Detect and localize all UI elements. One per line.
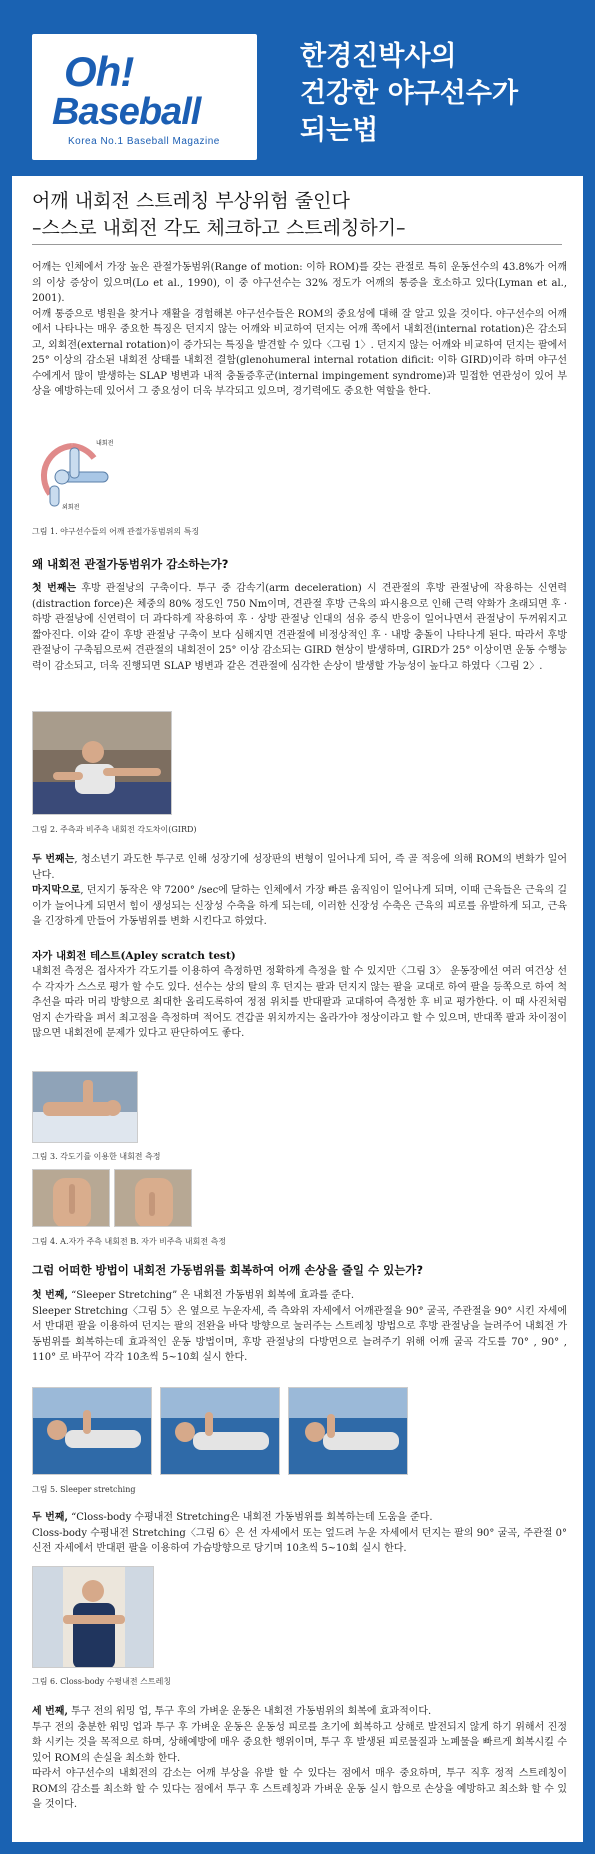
figure-1-shoulder-diagram [32, 436, 120, 512]
section-heading-recovery: 그럼 어떠한 방법이 내회전 가동범위를 회복하여 어깨 손상을 줄일 수 있는가? [32, 1263, 424, 1277]
magazine-logo [32, 34, 257, 160]
figure-3-caption: 그림 3. 각도기를 이용한 내회전 측정 [32, 1152, 161, 1161]
self-test-dominant-illustration [33, 1170, 110, 1227]
method-1-text [32, 1288, 567, 1366]
column-title [300, 38, 570, 149]
figure-4a-photo [32, 1169, 110, 1227]
section1-text [32, 581, 567, 674]
article-subtitle: –스스로 내회전 각도 체크하고 스트레칭하기– [32, 217, 406, 239]
sleeper-stretch-110-illustration [289, 1388, 408, 1475]
logo-baseball: Baseball [52, 91, 201, 133]
figure-4b-photo [114, 1169, 192, 1227]
label-external-rotation: 외회전 [62, 504, 80, 511]
method-3-lead: 세 번째, [32, 1706, 68, 1717]
method-1-intro [32, 1288, 567, 1304]
column-title-line: 되는법 [300, 115, 379, 146]
label-internal-rotation: 내회전 [96, 440, 114, 447]
sleeper-stretch-70-illustration [33, 1388, 152, 1475]
article-title: 어깨 내회전 스트레칭 부상위험 줄인다 [32, 190, 350, 212]
section3-body: , 던지기 동작은 약 7200° /sec에 달하는 인체에서 가장 빠른 움직임이 일어나게 되며, 이때 근육들은 근육의 길이가 늘어나게 되면서 힘이 생성되는 신장성 수축을 하게 되는데, 이러한 신장성 수축은 근육의 피로를 유발하게 되고, 근육을 긴장하게 만들어 가동범위를 변화 시킨다고 하였다. [32, 885, 567, 927]
column-title-line: 한경진박사의 [300, 41, 457, 72]
method-3-intro [32, 1704, 567, 1720]
section1-body: 후방 관절낭의 구축이다. 투구 중 감속기(arm deceleration) 시 견관절의 후방 관절낭에 작용하는 신연력(distraction force)은 체중의 80% 정도인 750 Nm이며, 견관절 후방 근육의 파시용으로 인해 근력 약화가 초래되면 후 · 하방 관절낭에 신연력이 더 과다하게 작용하여 후 · 상방 관절낭 인대의 섬유 증식 반응이 일어나면서 관절낭이 두꺼워지고 짧아진다. 이와 같이 후방 관절낭 구축이 보다 심해지면 견관절에 비정상적인 후 · 내방 충돌이 나타나게 된다. 따라서 후방 관절낭이 구축됨으로써 견관절의 내회전이 25° 이상 감소되는 GIRD 현상이 발생하며, GIRD가 25° 이상이면 운동 수행능력이 감소되고, 더욱 진행되면 SLAP 병변과 같은 견관절에 심각한 손상이 발생할 가능성이 높다고 하였다〈그림 2〉. [32, 583, 568, 672]
article-body [12, 176, 583, 1842]
apley-heading: 자가 내회전 테스트(Apley scratch test) [32, 950, 236, 962]
apley-text: 내회전 측정은 접사자가 각도기를 이용하여 측정하면 정확하게 측정을 할 수 있지만〈그림 3〉 운동장에선 여러 여건상 선수 각자가 스스로 평가 할 수도 있다. 선수는 상의 탈의 후 던지는 팔과 던지지 않는 팔을 교대로 하여 팔을 등쪽으로 하여 척추선을 따라 머리 방향으로 최대한 올리도록하여 정점 위치를 반대팔과 교대하여 측정한 후 비교 평가한다. 이 때 사진처럼 엄지 손가락을 펴서 최고점을 측정하며 적어도 견갑골 위치까지는 올라가야 정상이라고 할 수 있으며, 반대쪽 팔과 차이점이 많으면 내회전에 문제가 있다고 판단하여도 좋다. [32, 966, 567, 1039]
figure-5-caption: 그림 5. Sleeper stretching [32, 1485, 136, 1494]
figure-1-caption: 그림 1. 야구선수들의 어깨 관절가동범위의 특징 [32, 527, 200, 536]
shoulder-rotation-diagram [32, 436, 120, 512]
intro-paragraph: 어깨는 인체에서 가장 높은 관절가동범위(Range of motion: 이하 ROM)를 갖는 관절로 특히 운동선수의 43.8%가 어깨의 이상 증상이 있으며(Lo et al., 1990), 이 중 야구선수는 32% 정도가 어깨의 통증을 호소하고 있다(Lyman et al., 2001). [32, 262, 567, 304]
section2-body: , 청소년기 과도한 투구로 인해 성장기에 성장판의 변형이 일어나게 되어, 즉 골 적응에 의해 ROM의 변화가 일어난다. [32, 854, 567, 881]
figure-4-caption: 그림 4. A.자가 주측 내회전 B. 자가 비주측 내회전 측정 [32, 1237, 227, 1246]
section2-lead: 두 번째는 [32, 854, 75, 865]
sleeper-stretch-90-illustration [161, 1388, 280, 1475]
method-1-summary: “Sleeper Stretching” 은 내회전 가동범위 회복에 효과를 준다. [67, 1290, 354, 1301]
figure-2-photo [32, 711, 172, 815]
method-2-intro [32, 1510, 567, 1526]
intro-paragraph: 어깨 통증으로 병원을 찾거나 재활을 경험해본 야구선수들은 ROM의 중요성에 대해 잘 알고 있을 것이다. 야구선수의 어깨에서 나타나는 매우 중요한 특징은 던지지 않는 어깨와 비교하여 던지는 어깨 쪽에서 내회전(internal rotation)은 감소되고, 외회전(external rotation)이 증가되는 특징을 발견할 수 있다〈그림 1〉. 던지지 않는 어깨와 비교하여 던지는 팔에서 25° 이상의 감소된 내회전 상태를 내회전 결함(glenohumeral internal rotation dificit: 이하 GIRD)이라 하며 야구선수에게서 많이 발생하는 SLAP 병변과 내적 충돌증후군(internal impingement syndrome)과 밀접한 연관성이 있어 부상을 예방하는데 있어서 그 중요성이 더욱 부각되고 있으며, 경기력에도 중요한 역할을 한다. [32, 308, 567, 397]
title-divider [32, 244, 562, 245]
method-3-detail: 투구 전의 충분한 워밍 업과 투구 후 가벼운 운동은 운동성 피로를 초기에 회복하고 상해로 발전되지 않게 하기 위해서 진정화 시키는 것을 목적으로 하며, 상해예방에 매우 중요한 행위이며, 투구 후 발생된 피로물질과 노폐물을 빠르게 회복시킬 수 있어 ROM의 손실을 최소화 한다. [32, 1721, 567, 1764]
method-1-lead: 첫 번째, [32, 1290, 68, 1301]
article-title-block [32, 188, 562, 242]
logo-tagline: Korea No.1 Baseball Magazine [68, 136, 220, 147]
intro-text [32, 260, 567, 400]
method-3-summary: 투구 전의 워밍 업, 투구 후의 가벼운 운동은 내회전 가동범위의 회복에 효과적이다. [67, 1706, 432, 1717]
figure-6-caption: 그림 6. Closs-body 수평내전 스트레칭 [32, 1677, 172, 1686]
figure-3-photo [32, 1071, 138, 1143]
figure-5a-photo [32, 1387, 152, 1475]
cross-body-stretch-illustration [33, 1567, 154, 1668]
logo-oh: Oh! [64, 48, 134, 95]
column-title-line: 건강한 야구선수가 [300, 78, 519, 109]
figure-5c-photo [288, 1387, 408, 1475]
figure-6-photo [32, 1566, 154, 1668]
method-2-summary: “Closs-body 수평내전 Stretching은 내회전 가동범위를 회복하는데 도움을 준다. [67, 1512, 433, 1523]
method-2-text [32, 1510, 567, 1557]
section-heading-why: 왜 내회전 관절가동범위가 감소하는가? [32, 557, 229, 571]
figure-5b-photo [160, 1387, 280, 1475]
method-1-detail: Sleeper Stretching〈그림 5〉은 옆으로 누운자세, 즉 측와위 자세에서 어깨관절을 90° 굴곡, 주관절을 90° 시킨 자세에서 반대편 팔을 이용하여 던지는 팔의 전완을 바닥 방향으로 눌러주는 스트레칭 방법으로 후방 관절낭을 늘려주어 내회전 가동범위를 회복하는데 효과적인 운동 방법이며, 후방 관절낭의 다방면으로 늘려주기 위해 어깨 굴곡 각도를 70° , 90° , 110° 로 바꾸어 각각 10초씩 5~10회 실시 한다. [32, 1305, 567, 1363]
section2-text [32, 852, 567, 930]
method-2-detail: Closs-body 수평내전 Stretching〈그림 6〉은 선 자세에서 또는 엎드려 누운 자세에서 던지는 팔의 90° 굴곡, 주관절 0° 신전 자세에서 반대편 팔을 이용하여 가슴방향으로 당기며 10초씩 5~10회 실시 한다. [32, 1527, 567, 1554]
method-2-lead: 두 번째, [32, 1512, 68, 1523]
method-3-text [32, 1704, 567, 1813]
figure-2-caption: 그림 2. 주측과 비주측 내회전 각도차이(GIRD) [32, 825, 197, 834]
reason-3 [32, 883, 567, 930]
goniometer-photo-illustration [33, 1072, 138, 1143]
section1-lead: 첫 번째는 [32, 583, 77, 594]
header [8, 8, 587, 168]
gird-photo-illustration [33, 712, 172, 815]
self-test-nondominant-illustration [115, 1170, 192, 1227]
section3-lead: 마지막으로 [32, 885, 81, 896]
conclusion: 따라서 야구선수의 내회전의 감소는 어깨 부상을 유발 할 수 있다는 점에서 매우 중요하며, 투구 직후 정적 스트레칭이 ROM의 감소를 최소화 할 수 있다는 점에서 투구 후 스트레칭과 가벼운 운동 실시 함으로 손상을 예방하고 최소화 할 수 있을 것이다. [32, 1768, 567, 1810]
reason-2 [32, 852, 567, 883]
